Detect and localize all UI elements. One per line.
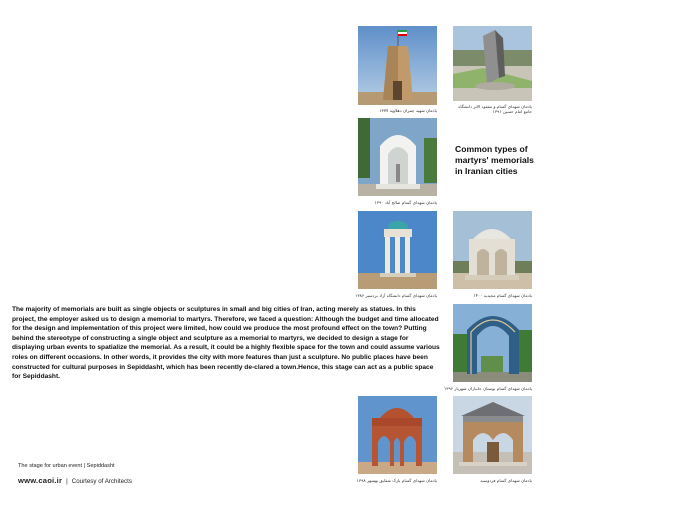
divider: | [66, 478, 68, 485]
photo-tiled-iwan-memorial [453, 304, 532, 382]
photo-caption: یادمان شهدای گمنام فردوسیه [480, 478, 532, 483]
project-title-footer: The stage for urban event | Sepiddasht [18, 463, 115, 469]
photo-domed-shrine-memorial [453, 211, 532, 289]
section-heading [455, 144, 565, 177]
heading-line: in Iranian cities [455, 166, 518, 176]
heading-line: Common types of [455, 144, 528, 154]
credit-line [18, 476, 132, 485]
heading-line: martyrs' memorials [455, 155, 534, 165]
credit-text: Courtesy of Architects [71, 478, 132, 485]
photo-caption: یادمان شهدای گمنام و مفقود الاثر دانشگاه جامع امام حسین ۱۳۹۱ [458, 104, 532, 114]
photo-caption: یادمان شهدای گمنام دانشگاه آزاد بردسیر ۱۳۸۶ [355, 293, 437, 298]
site-link[interactable]: www.caoi.ir [18, 476, 63, 485]
description-paragraph: The majority of memorials are built as single objects or sculptures in small and big cities of Iran, acting merely as statues. In this project, the employer asked us to design a memorial to martyrs. Therefore, we faced a question: Although the budget and time allocated for the design and implementation of this project were limited, how could we produce the most profound effect on the town? Putting behind the stereotype of constructing a single object and sculpture as a memorial to martyrs, we decided to design a stage for displaying urban events to spatialize the memorial. As a result, it could be a highly flexible space for the town and could assume various roles on different occasions. In other words, it provides the city with more features than just a sculpture. No public places have been constructed for cultural purposes in Sepiddasht, which has been recently de-clared a town.Hence, this stage can act as a public space for Sepiddasht. [12, 306, 440, 381]
photo-caption: یادمان شهدای گمنام بوستان جانبازان شهریار ۱۳۹۶ [443, 386, 532, 391]
photo-brick-pavilion-memorial [453, 396, 532, 474]
photo-tower-memorial [358, 26, 437, 105]
photo-caption: یادمان شهدای گمنام پارک شقایق بهشهر ۱۳۹۸ [356, 478, 437, 483]
photo-caption: یادمان شهدای گمنام صالح آباد ۱۳۹۰ [374, 200, 437, 205]
photo-brick-domed-memorial [358, 396, 437, 474]
photo-white-pavilion-memorial [358, 118, 437, 196]
photo-caption: یادمان شهید چمران دهلاویه ۱۳۷۷ [379, 108, 437, 113]
photo-domed-columns-memorial [358, 211, 437, 289]
photo-sculpture-memorial [453, 26, 532, 101]
photo-caption: یادمان شهدای گمنام مجیدیه ۱۴۰۰ [473, 293, 532, 298]
